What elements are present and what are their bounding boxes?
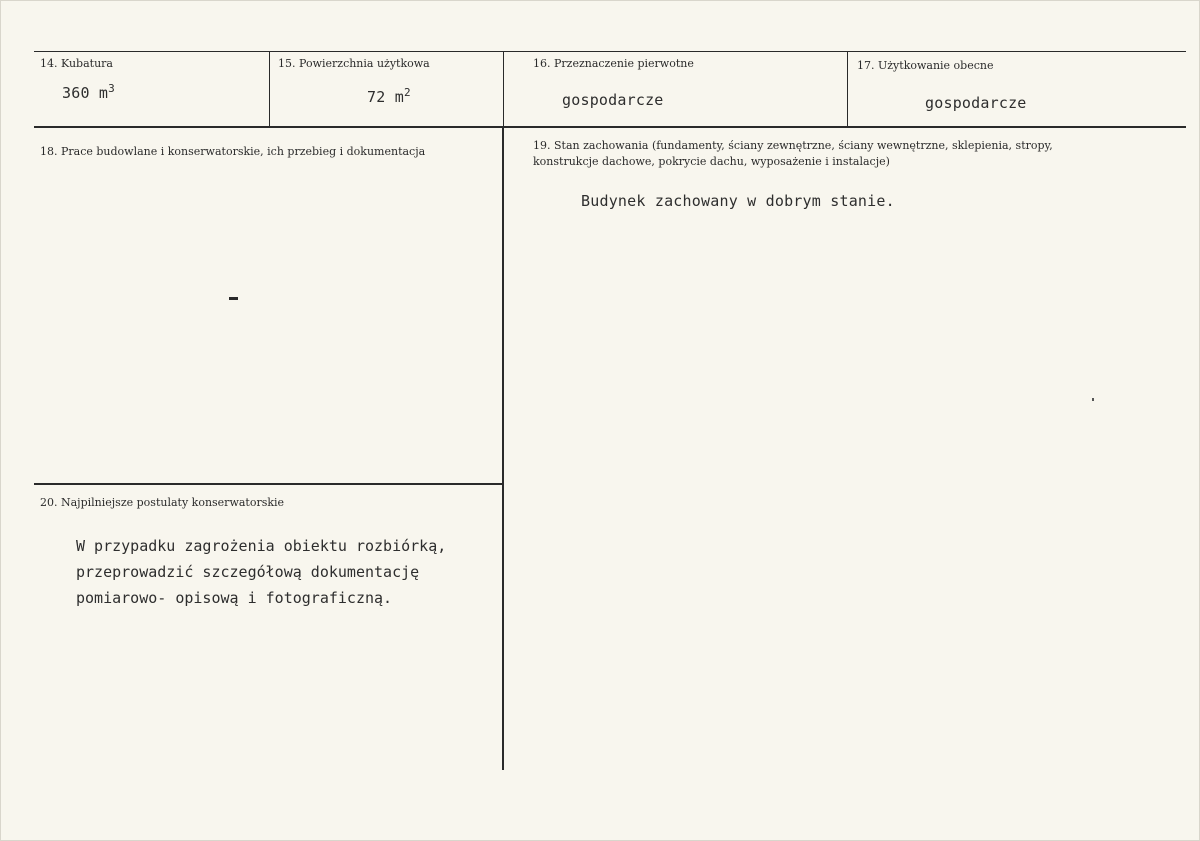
paper-speck [1092,398,1094,401]
field-20-text [76,533,446,611]
field-19-value: Budynek zachowany w dobrym stanie. [581,192,895,210]
field-16-label: 16. Przeznaczenie pierwotne [533,57,694,70]
field-15-number: 72 m [367,88,404,106]
field-20-line-2: przeprowadzić szczegółową dokumentację [76,563,420,581]
field-14-number: 360 m [62,84,109,102]
field-14-label: 14. Kubatura [40,57,113,70]
field-18-empty-dash [229,297,238,300]
divider-16-17 [847,51,848,127]
field-19-label: 19. Stan zachowania (fundamenty, ściany zewnętrzne, ściany wewnętrzne, sklepienia, stropy, konstrukcje dachowe, pokrycie dachu, wyposażenie i instalacje) [533,139,1053,168]
field-17-value: gospodarcze [925,94,1027,112]
top-rule [34,51,1186,52]
field-17-label: 17. Użytkowanie obecne [857,59,994,72]
field-14-value [62,84,115,102]
field-15-exponent: 2 [403,86,411,99]
section18-bottom-rule [34,483,502,485]
main-vertical-divider [502,127,504,770]
field-18-label: 18. Prace budowlane i konserwatorskie, ich przebieg i dokumentacja [40,145,426,158]
field-15-label: 15. Powierzchnia użytkowa [278,57,430,70]
divider-15-16 [503,51,504,127]
field-14-exponent: 3 [108,82,115,95]
divider-14-15 [269,51,270,127]
row1-bottom-rule [34,126,1186,128]
field-16-value: gospodarcze [562,91,664,109]
field-20-line-3: pomiarowo- opisową i fotograficzną. [76,589,393,607]
field-20-label: 20. Najpilniejsze postulaty konserwatorskie [40,496,285,509]
field-20-line-1: W przypadku zagrożenia obiektu rozbiórką, [76,537,447,555]
field-15-value [367,88,411,106]
